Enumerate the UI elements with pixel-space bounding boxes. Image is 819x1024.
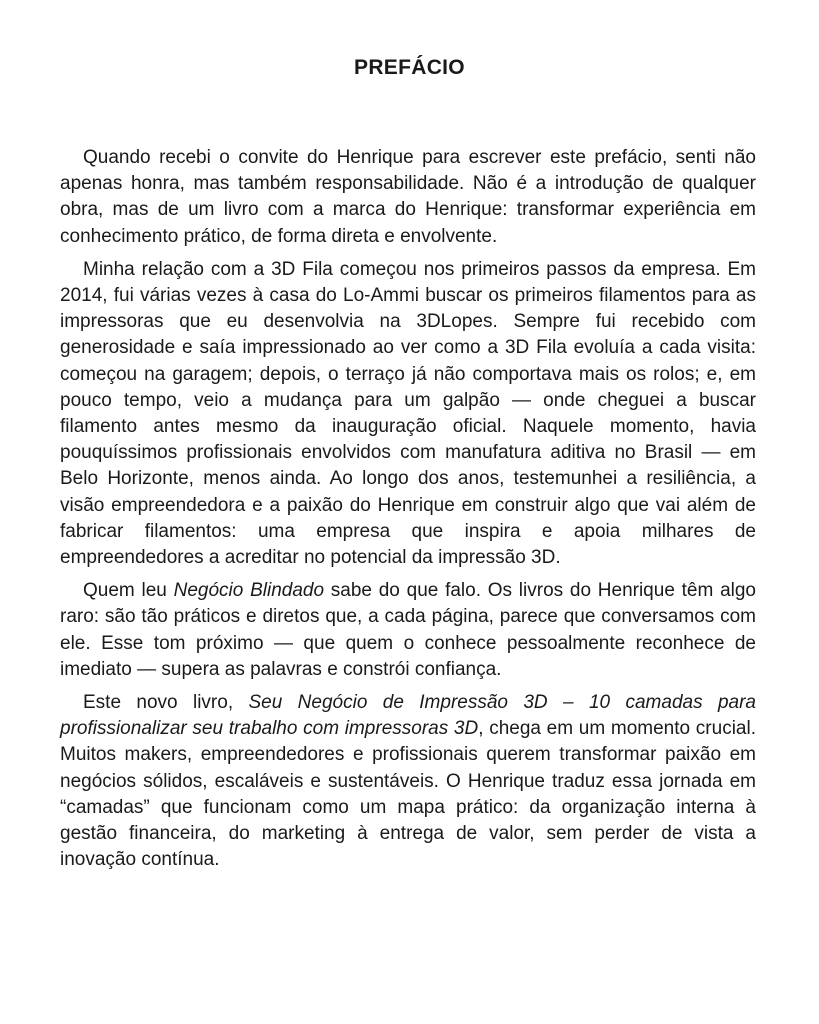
italic-text: Negócio Blindado: [173, 580, 325, 602]
paragraph-text: Minha relação com a 3D Fila começou nos primeiros passos da empresa. Em 2014, fui várias vezes à casa do Lo-Ammi buscar os primeiros filamentos para as impressoras que eu desenvolvia na 3DLopes. Sempre fui recebido com generosidade e saía impressionado ao ver como a 3D Fila evoluía a cada visita: começou na garagem; depois, o terraço já não comportava mais os rolos; e, em pouco tempo, veio a mudança para um galpão — onde cheguei a buscar filamento antes mesmo da inauguração oficial. Naquele momento, havia pouquíssimos profissionais envolvidos com manufatura aditiva no Brasil — em Belo Horizonte, menos ainda. Ao longo dos anos, testemunhei a resiliência, a visão empreendedora e a paixão do Henrique em construir algo que vai além de fabricar filamentos: uma empresa que inspira e apoia milhares de empreendedores a acreditar no potencial da impressão 3D.: [60, 258, 756, 569]
paragraph-text: Quando recebi o convite do Henrique para escrever este prefácio, senti não apenas honra, mas também responsabilidade. Não é a introdução de qualquer obra, mas de um livro com a marca do Henrique: transformar experiência em conhecimento prático, de forma direta e envolvente.: [60, 147, 756, 247]
italic-text: Seu Negócio de Impressão 3D – 10 camadas para profissionalizar seu trabalho com impressoras 3D: [60, 692, 756, 740]
paragraph-text: Este novo livro,: [83, 692, 249, 714]
paragraph-text: sabe do que falo. Os livros do Henrique têm algo raro: são tão práticos e diretos que, a cada página, parece que conversamos com ele. Esse tom próximo — que quem o conhece pessoalmente reconhece de imediato — supera as palavras e constrói confiança.: [60, 580, 756, 680]
paragraph-text: Quem leu: [83, 580, 174, 602]
paragraph-4: [60, 690, 756, 873]
paragraph-2: [60, 257, 756, 571]
page-title: PREFÁCIO: [354, 56, 465, 79]
paragraph-3: [60, 578, 756, 683]
paragraph-text: , chega em um momento crucial. Muitos makers, empreendedores e profissionais querem transformar paixão em negócios sólidos, escaláveis e sustentáveis. O Henrique traduz essa jornada em “camadas” que funcionam como um mapa prático: da organização interna à gestão financeira, do marketing à entrega de valor, sem perder de vista a inovação contínua.: [60, 718, 756, 871]
paragraph-1: [60, 145, 756, 250]
preface-body: [60, 145, 756, 880]
